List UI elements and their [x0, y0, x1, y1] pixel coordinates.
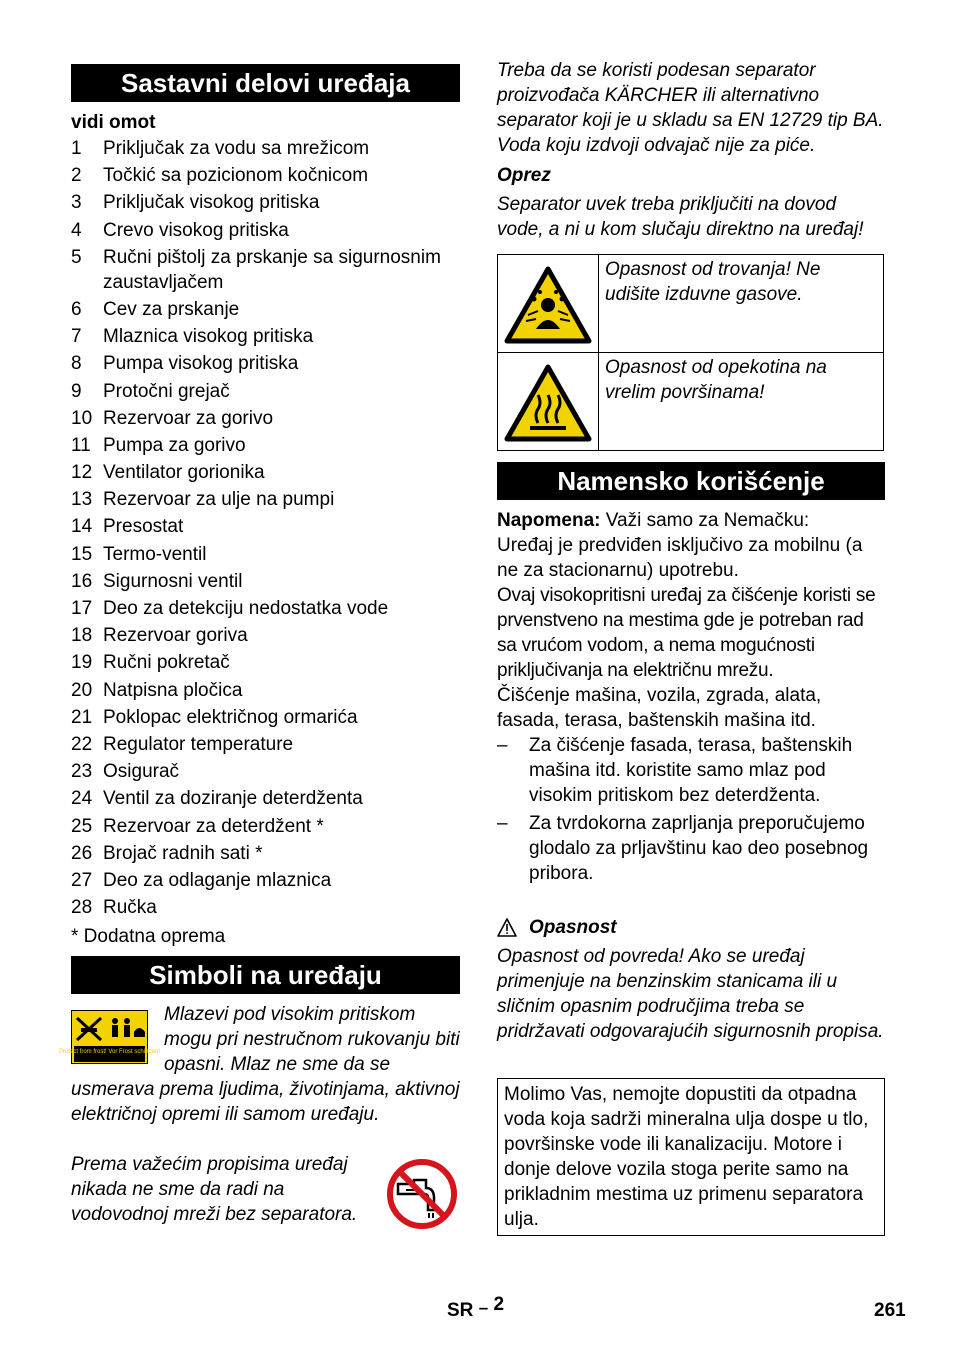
- part-number: 7: [71, 326, 82, 348]
- list-item: [71, 650, 460, 675]
- part-label: Osigurač: [103, 761, 180, 783]
- part-number: 17: [71, 598, 93, 619]
- part-label: Mlaznica visokog pritiska: [103, 326, 314, 348]
- optional-note: * Dodatna oprema: [71, 926, 226, 947]
- caution-label: Oprez: [497, 165, 551, 186]
- section-title-symbols: Simboli na uređaju: [71, 956, 460, 994]
- symbol-text-jet-2: usmerava prema ljudima, životinjama, aktivnoj električnoj opremi ili samom uređaju.: [71, 1079, 460, 1125]
- list-item: [71, 324, 460, 349]
- parts-list: [71, 136, 460, 922]
- part-number: 18: [71, 625, 93, 647]
- list-item: [71, 868, 460, 893]
- part-label: Priključak za vodu sa mrežicom: [103, 138, 370, 159]
- list-item: [71, 406, 460, 431]
- part-label: Sigurnosni ventil: [103, 570, 243, 592]
- intended-use-body: [497, 508, 887, 886]
- caution-text: Separator uvek treba priključiti na dovod vode, a ni u kom slučaju direktno na uređaj!: [497, 194, 864, 240]
- list-item: [71, 895, 460, 920]
- part-label: Pumpa visokog pritiska: [103, 353, 299, 375]
- part-number: 9: [71, 380, 82, 402]
- list-item: [71, 841, 460, 866]
- part-label: Protočni grejač: [103, 380, 230, 402]
- list-item: [71, 596, 460, 621]
- part-number: 21: [71, 706, 93, 728]
- separator-text: Treba da se koristi podesan separator proizvođača KÄRCHER ili alternativno separator koji je u skladu sa EN 12729 tip BA. Voda koju izdvoji odvajač nije za piće.: [497, 60, 884, 156]
- no-drinking-water-connection-icon: [386, 1158, 458, 1230]
- part-label: Ručni pištolj za prskanje sa sigurnosnim zaustavljačem: [103, 246, 441, 293]
- jet-warning-sticker-icon: [58, 1010, 161, 1064]
- bullet-mark: –: [497, 735, 508, 756]
- part-number: 5: [71, 246, 82, 268]
- list-item: [71, 487, 460, 512]
- part-number: 24: [71, 788, 93, 810]
- part-label: Priključak visokog pritiska: [103, 192, 320, 214]
- list-item: [71, 623, 460, 648]
- section-title-components: Sastavni delovi uređaja: [71, 64, 460, 102]
- part-number: 22: [71, 733, 93, 755]
- list-item: [71, 379, 460, 404]
- part-label: Regulator temperature: [103, 733, 294, 755]
- frost-sticker-text: Protect from frost! Vor Frost schützen!: [58, 1049, 161, 1055]
- part-number: 20: [71, 679, 93, 701]
- part-number: 23: [71, 761, 93, 783]
- symbol-text-jet-1: Mlazevi pod visokim pritiskom mogu pri nestručnom rukovanju biti opasni. Mlaz ne sme da se: [164, 1004, 460, 1075]
- part-label: Ručka: [103, 897, 157, 919]
- part-number: 11: [71, 434, 91, 456]
- warning-triangle-icon: [497, 918, 521, 938]
- part-label: Cev za prskanje: [103, 298, 240, 320]
- part-label: Deo za odlaganje mlaznica: [103, 869, 332, 891]
- paragraph-3: Čišćenje mašina, vozila, zgrada, alata, fasada, terasa, baštenskih mašina itd.: [497, 685, 822, 731]
- part-number: 8: [71, 353, 82, 375]
- part-number: 2: [71, 165, 82, 187]
- symbol-text-separator: Prema važećim propisima uređaj nikada ne sme da radi na vodovodnoj mreži bez separatora.: [71, 1154, 358, 1225]
- oil-separator-notice-text: Molimo Vas, nemojte dopustiti da otpadna voda koja sadrži mineralna ulja dospe u tlo, površinske vode ili kanalizaciju. Motore i donje delove vozila stoga perite samo na prikladnim mestima uz primenu separatora ulja.: [504, 1084, 869, 1230]
- list-item: [71, 514, 460, 539]
- list-item: [71, 351, 460, 376]
- see-cover-label: vidi omot: [71, 112, 156, 133]
- list-item: [71, 218, 460, 243]
- bullet-text-2: Za tvrdokorna zaprljanja preporučujemo glodalo za prljavštinu kao deo posebnog pribora.: [529, 813, 869, 884]
- list-item: [71, 542, 460, 567]
- part-number: 14: [71, 516, 93, 538]
- part-number: 27: [71, 869, 93, 891]
- list-item: [71, 163, 460, 188]
- list-item: [71, 732, 460, 757]
- part-number: 12: [71, 462, 93, 484]
- part-label: Termo-ventil: [103, 543, 207, 565]
- note-label: Napomena:: [497, 510, 601, 531]
- list-item: [71, 297, 460, 322]
- list-item: [71, 569, 460, 594]
- bullet-item: [497, 733, 887, 808]
- part-label: Ventil za doziranje deterdženta: [103, 788, 363, 810]
- list-item: [71, 433, 460, 458]
- warning-toxic-text: Opasnost od trovanja! Ne udišite izduvne gasove.: [599, 255, 884, 353]
- paragraph-2: Ovaj visokopritisni uređaj za čišćenje koristi se prvenstveno na mestima gde je potreban rad sa vrućom vodom, a nema mogućnosti priključivanja na električnu mrežu.: [497, 585, 876, 681]
- part-label: Rezervoar za deterdžent *: [103, 815, 324, 837]
- part-label: Natpisna pločica: [103, 679, 243, 701]
- page-number: 261: [874, 1300, 906, 1321]
- part-label: Presostat: [103, 516, 184, 538]
- list-item: [71, 245, 460, 295]
- list-item: [71, 814, 460, 839]
- part-label: Brojač radnih sati *: [103, 842, 263, 864]
- danger-label: Opasnost: [529, 917, 617, 938]
- bullet-text-1: Za čišćenje fasada, terasa, baštenskih mašina itd. koristite samo mlaz pod visokim pritiskom bez deterdženta.: [529, 735, 853, 806]
- part-number: 13: [71, 489, 93, 511]
- list-item: [71, 190, 460, 215]
- note-text: Važi samo za Nemačku:: [600, 510, 810, 531]
- list-item: [71, 460, 460, 485]
- part-label: Ručni pokretač: [103, 652, 230, 674]
- note-line: [497, 508, 887, 533]
- hot-surface-warning-icon: [498, 353, 598, 450]
- part-number: 6: [71, 298, 82, 320]
- part-label: Rezervoar za ulje na pumpi: [103, 489, 335, 511]
- danger-text: Opasnost od povreda! Ako se uređaj primenjuje na benzinskim stanicama ili u sličnim opasnim područjima treba se pridržavati odgovarajućih sigurnosnih propisa.: [497, 946, 884, 1042]
- part-label: Ventilator gorionika: [103, 462, 265, 484]
- part-label: Rezervoar goriva: [103, 625, 248, 647]
- part-label: Pumpa za gorivo: [103, 434, 246, 456]
- part-label: Poklopac električnog ormarića: [103, 706, 358, 728]
- part-number: 16: [71, 570, 93, 592]
- table-row: [498, 255, 884, 353]
- danger-heading: [497, 915, 617, 940]
- toxic-fumes-warning-icon: [498, 255, 598, 352]
- list-item: [71, 786, 460, 811]
- part-number: 10: [71, 407, 93, 429]
- part-label: Rezervoar za gorivo: [103, 407, 274, 429]
- part-number: 26: [71, 842, 93, 864]
- bullet-item: [497, 811, 887, 886]
- table-row: [498, 353, 884, 451]
- paragraph-1: Uređaj je predviđen isključivo za mobilnu (a ne za stacionarnu) upotrebu.: [497, 535, 863, 581]
- bullet-mark: –: [497, 813, 508, 834]
- oil-separator-notice-box: [497, 1078, 885, 1236]
- part-label: Točkić sa pozicionom kočnicom: [103, 165, 369, 187]
- warning-symbols-table: [497, 254, 884, 451]
- part-number: 25: [71, 815, 93, 837]
- list-item: [71, 705, 460, 730]
- part-number: 15: [71, 543, 93, 565]
- part-label: Crevo visokog pritiska: [103, 219, 289, 241]
- part-number: 3: [71, 192, 82, 214]
- part-number: 4: [71, 219, 82, 241]
- part-number: 28: [71, 897, 93, 919]
- part-number: 19: [71, 652, 93, 674]
- warning-hot-text: Opasnost od opekotina na vrelim površinama!: [599, 353, 884, 451]
- list-item: [71, 678, 460, 703]
- part-number: 1: [71, 138, 82, 159]
- footer-language: SR – 2: [447, 1294, 505, 1321]
- list-item: [71, 136, 460, 161]
- list-item: [71, 759, 460, 784]
- part-label: Deo za detekciju nedostatka vode: [103, 598, 389, 619]
- section-title-intended-use: Namensko korišćenje: [497, 462, 885, 500]
